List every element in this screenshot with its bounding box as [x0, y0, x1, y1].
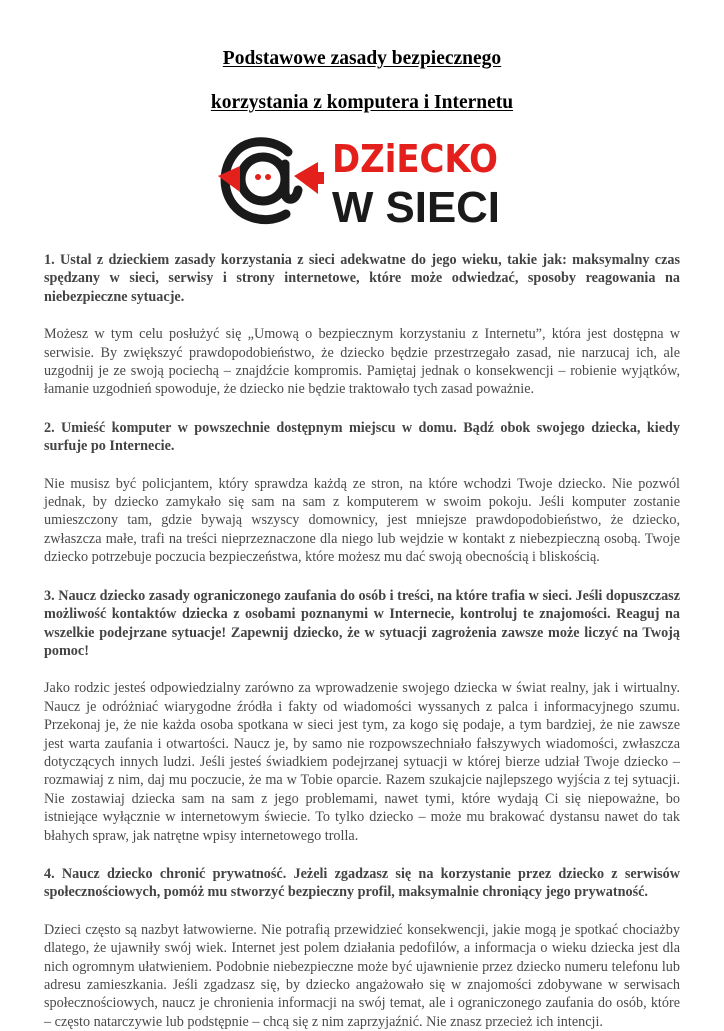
section-2-body: Nie musisz być policjantem, który sprawdza każdą ze stron, na które wchodzi Twoje dziecko. Nie pozwól jednak, by dziecko zamykało się sam na sam z komputerem w swoim pokoju. Jeśli komputer zostanie umieszczony tam, gdzie bywają wszyscy domownicy, jest mniejsze prawdopodobieństwo, że dziecko, zwłaszcza małe, trafi na treści nieprzeznaczone dla niego lub wejdzie w kontakt z niebezpieczną osobą. Twoje dziecko potrzebuje poczucia bezpieczeństwa, które możesz mu dać swoją obecnością i bliskością.: [44, 475, 680, 566]
dziecko-w-sieci-logo: [218, 132, 502, 228]
document-content: [44, 251, 680, 1031]
document-title-line-1: Podstawowe zasady bezpiecznego: [222, 48, 502, 69]
section-1-heading: 1. Ustal z dzieckiem zasady korzystania z sieci adekwatne do jego wieku, takie jak: maksymalny czas spędzany w sieci, serwisy i strony internetowe, które może odwiedzać, sposoby reagowania na niebezpieczne sytuacje.: [44, 252, 680, 305]
section-3-body: Jako rodzic jesteś odpowiedzialny zarówno za wprowadzenie swojego dziecka w świat realny, jak i wirtualny. Naucz je odróżniać wiarygodne źródła i fakty od wiadomości wyssanych z palca i informacyjnego szumu. Przekonaj je, że nie każda osoba spotkana w sieci jest tym, za kogo się podaje, a tym bardziej, że nie zawsze jest warta zaufania i otwartości. Naucz je, by samo nie rozpowszechniało fałszywych wiadomości, zwłaszcza dotyczących innych ludzi. Jeśli jesteś świadkiem podejrzanej sytuacji w której bierze udział Twoje dziecko – rozmawiaj z nim, daj mu poczucie, że ma w Tobie oparcie. Razem szukajcie najlepszego wyjścia z tej sytuacji. Nie zostawiaj dziecka sam na sam z jego problemami, nawet tymi, które wydają Ci się niepoważne, bo istniejące wyłącznie w internetowym świecie. To tylko dziecko – może mu brakować dystansu nawet do tak błahych spraw, jak natrętne wpisy internetowego trolla.: [44, 680, 680, 844]
logo-text-bottom: W SIECI: [332, 183, 500, 228]
section-2-heading: 2. Umieść komputer w powszechnie dostępnym miejscu w domu. Bądź obok swojego dziecka, kiedy surfuje po Internecie.: [44, 419, 680, 455]
logo-text-top: DZiECKO: [332, 137, 498, 181]
section-4-body: Dzieci często są nazbyt łatwowierne. Nie potrafią przewidzieć konsekwencji, jakie mogą je spotkać chociażby dlatego, że ujawniły swój wiek. Internet jest polem działania pedofilów, a informacja o wieku dziecka jest dla nich ogromnym ułatwieniem. Podobnie niebezpieczne może być ujawnienie przez dziecko numeru telefonu lub adresu zamieszkania. Jeśli zgadzasz się, by dziecko angażowało się w znajomości zdobywane w serwisach społecznościowych, naucz je chronienia informacji na swój temat, ale i ograniczonego zaufania do osób, które – często natarczywie lub podstępnie – chcą się z nim zaprzyjaźnić. Nie znasz przecież ich intencji.: [44, 921, 680, 1030]
section-4-heading: 4. Naucz dziecko chronić prywatność. Jeżeli zgadzasz się na korzystanie przez dziecko z serwisów społecznościowych, pomóż mu stworzyć bezpieczny profil, maksymalnie chroniący jego prywatność.: [44, 865, 680, 901]
section-3-heading: 3. Naucz dziecko zasady ograniczonego zaufania do osób i treści, na które trafia w sieci. Jeśli dopuszczasz możliwość kontaktów dziecka z osobami poznanymi w Internecie, kontroluj te znajomości. Reaguj na wszelkie podejrzane sytuacje! Zapewnij dziecko, że w sytuacji zagrożenia zawsze może liczyć na Twoją pomoc!: [44, 587, 680, 659]
ribbon-bow-icon: [218, 162, 324, 194]
document-title-line-2: korzystania z komputera i Internetu: [210, 92, 514, 113]
section-1-body: Możesz w tym celu posłużyć się „Umową o bezpiecznym korzystaniu z Internetu”, która jest dostępna w serwisie. By zwiększyć prawdopodobieństwo, że dziecko będzie przestrzegało zasad, nie narzucaj ich, ale uzgodnij je ze swoją pociechą – znajdźcie kompromis. Pamiętaj jednak o konsekwencji – robienie wyjątków, łamanie uzgodnień spowoduje, że dziecko nie będzie traktowało tych zasad poważnie.: [44, 326, 680, 398]
